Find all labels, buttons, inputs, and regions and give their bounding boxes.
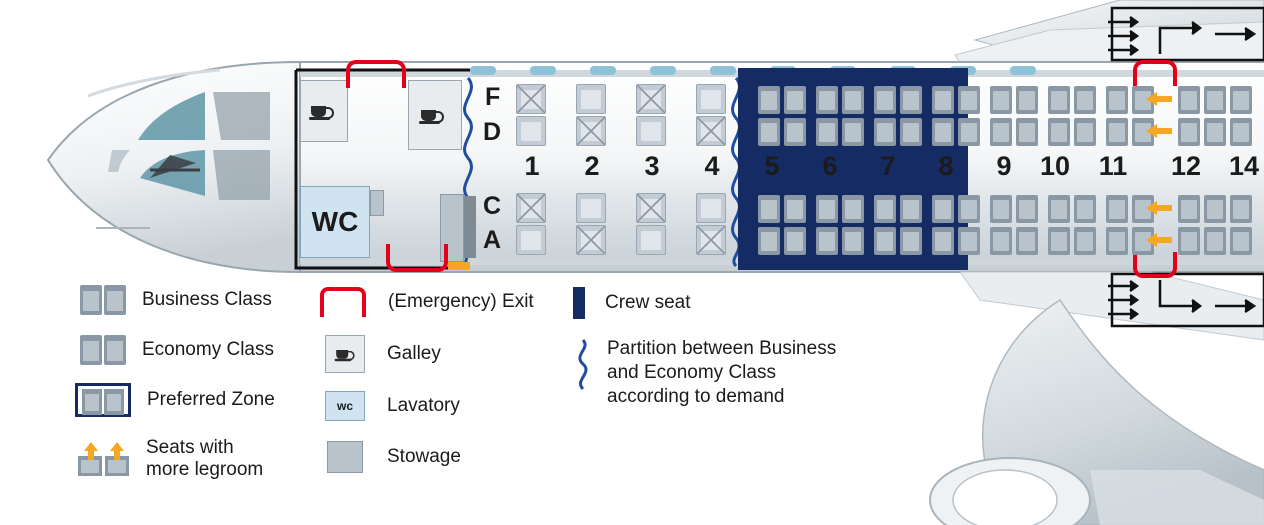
seat-2A[interactable] <box>576 225 606 255</box>
seat-8AA[interactable] <box>958 227 980 255</box>
seat-5B[interactable] <box>784 195 806 223</box>
seat-5DD[interactable] <box>784 118 806 146</box>
seat-8DD[interactable] <box>958 118 980 146</box>
row-number-3[interactable]: 3 <box>644 151 660 181</box>
seat-9A[interactable] <box>990 227 1012 255</box>
seat-8B[interactable] <box>958 195 980 223</box>
seat-5AA[interactable] <box>784 227 806 255</box>
seat-7D[interactable] <box>874 118 896 146</box>
seat-9B[interactable] <box>1016 195 1038 223</box>
lavatory-icon: wc <box>325 391 365 421</box>
legend-label-business-class: Business Class <box>142 288 272 310</box>
row-number-6[interactable]: 6 <box>822 151 838 181</box>
seat-12DD[interactable] <box>1204 118 1226 146</box>
legend-label-partition-line3: according to demand <box>607 385 785 407</box>
seat-9E[interactable] <box>1016 86 1038 114</box>
seat-8A[interactable] <box>932 227 954 255</box>
row-number-4[interactable]: 4 <box>704 151 720 181</box>
seat-7F[interactable] <box>874 86 896 114</box>
galley-icon <box>311 103 333 119</box>
seat-6DD[interactable] <box>842 118 864 146</box>
legend-item-partition <box>567 337 836 408</box>
legend-item-business-class <box>80 285 272 315</box>
seat-9F[interactable] <box>990 86 1012 114</box>
legend-label-galley: Galley <box>387 342 441 364</box>
row-letter-F: F <box>485 83 501 111</box>
seat-14C[interactable] <box>1230 195 1252 223</box>
seat-1F[interactable] <box>516 84 546 114</box>
galley-forward-2[interactable] <box>408 80 462 150</box>
legend-item-stowage <box>327 441 461 473</box>
legroom-seat-icon <box>78 442 130 476</box>
seat-11C[interactable] <box>1106 195 1128 223</box>
seat-14D[interactable] <box>1230 118 1252 146</box>
seat-3A[interactable] <box>636 225 666 255</box>
seat-12F[interactable] <box>1178 86 1200 114</box>
legend-item-lavatory <box>325 391 460 421</box>
seat-14F[interactable] <box>1230 86 1252 114</box>
seat-9AA[interactable] <box>1016 227 1038 255</box>
seat-4C[interactable] <box>696 193 726 223</box>
legend-item-preferred-zone <box>75 383 275 417</box>
seat-6C[interactable] <box>816 195 838 223</box>
seat-7B[interactable] <box>900 195 922 223</box>
economy-seat-icon <box>80 335 126 365</box>
seat-5E[interactable] <box>784 86 806 114</box>
legend-label-partition-line1: Partition between Business <box>607 338 837 359</box>
seat-12C[interactable] <box>1178 195 1200 223</box>
cabin-layout <box>290 66 1264 271</box>
seat-4D[interactable] <box>696 116 726 146</box>
row-number-10[interactable]: 10 <box>1039 151 1071 181</box>
seat-7E[interactable] <box>900 86 922 114</box>
seat-6B[interactable] <box>842 195 864 223</box>
seat-7C[interactable] <box>874 195 896 223</box>
seat-8C[interactable] <box>932 195 954 223</box>
seat-14A[interactable] <box>1230 227 1252 255</box>
seat-3C[interactable] <box>636 193 666 223</box>
row-number-5[interactable]: 5 <box>764 151 780 181</box>
seat-8E[interactable] <box>958 86 980 114</box>
legroom-stem-12-upper-1 <box>1156 96 1172 102</box>
seat-11D[interactable] <box>1106 118 1128 146</box>
seat-10A[interactable] <box>1048 227 1070 255</box>
seat-12B[interactable] <box>1204 195 1226 223</box>
row-number-11[interactable]: 11 <box>1098 151 1128 181</box>
legend-label-crew-seat: Crew seat <box>605 291 691 313</box>
legend-item-more-legroom <box>78 437 263 482</box>
seat-12E[interactable] <box>1204 86 1226 114</box>
row-number-1[interactable]: 1 <box>524 151 540 181</box>
seat-6AA[interactable] <box>842 227 864 255</box>
seat-10AA[interactable] <box>1074 227 1096 255</box>
legend-item-galley <box>325 335 441 373</box>
seat-3F[interactable] <box>636 84 666 114</box>
exit-aft-left <box>1133 60 1177 86</box>
row-number-8[interactable]: 8 <box>938 151 954 181</box>
stowage-icon <box>327 441 363 473</box>
business-seat-icon <box>80 285 126 315</box>
seat-5C[interactable] <box>758 195 780 223</box>
legroom-stem-12-lower-1 <box>1156 205 1172 211</box>
seat-8D[interactable] <box>932 118 954 146</box>
legend-item-emergency-exit <box>320 287 534 317</box>
row-number-2[interactable]: 2 <box>584 151 600 181</box>
legend-label-lavatory: Lavatory <box>387 394 460 416</box>
row-number-14[interactable]: 14 <box>1228 151 1260 181</box>
legend-label-economy-class: Economy Class <box>142 338 274 360</box>
partition-icon <box>567 337 593 393</box>
row-number-7[interactable]: 7 <box>880 151 896 181</box>
seat-1C[interactable] <box>516 193 546 223</box>
seat-10B[interactable] <box>1074 195 1096 223</box>
row-letter-A: A <box>483 226 502 254</box>
legend-item-crew-seat <box>573 287 691 319</box>
seat-6A[interactable] <box>816 227 838 255</box>
seat-3D[interactable] <box>636 116 666 146</box>
seat-1A[interactable] <box>516 225 546 255</box>
seat-7DD[interactable] <box>900 118 922 146</box>
legend-label-more-legroom-line1: Seats with <box>146 437 234 458</box>
seat-10DD[interactable] <box>1074 118 1096 146</box>
seat-5A[interactable] <box>758 227 780 255</box>
seat-9DD[interactable] <box>1016 118 1038 146</box>
seat-12D[interactable] <box>1178 118 1200 146</box>
galley-forward-1[interactable] <box>300 80 348 142</box>
preferred-zone-icon <box>75 383 131 417</box>
legend-label-emergency-exit: (Emergency) Exit <box>388 290 534 312</box>
exit-forward-left <box>346 60 406 88</box>
seat-10C[interactable] <box>1048 195 1070 223</box>
seat-4A[interactable] <box>696 225 726 255</box>
seat-1D[interactable] <box>516 116 546 146</box>
exit-forward-right <box>386 244 448 272</box>
seat-10F[interactable] <box>1048 86 1070 114</box>
seat-10D[interactable] <box>1048 118 1070 146</box>
seat-2D[interactable] <box>576 116 606 146</box>
seat-5D[interactable] <box>758 118 780 146</box>
legend-label-more-legroom <box>146 437 263 482</box>
seat-11A[interactable] <box>1106 227 1128 255</box>
legroom-stem-12-upper-2 <box>1156 128 1172 134</box>
row-number-12[interactable]: 12 <box>1170 151 1202 181</box>
seat-10E[interactable] <box>1074 86 1096 114</box>
exit-icon <box>320 287 366 317</box>
seat-8F[interactable] <box>932 86 954 114</box>
legend-label-preferred-zone: Preferred Zone <box>147 388 275 410</box>
seat-7AA[interactable] <box>900 227 922 255</box>
legend-item-economy-class <box>80 335 274 365</box>
seat-4F[interactable] <box>696 84 726 114</box>
crew-seat-icon <box>573 287 585 319</box>
seat-9C[interactable] <box>990 195 1012 223</box>
galley-icon <box>325 335 365 373</box>
row-letter-C: C <box>483 192 502 220</box>
legend-label-stowage: Stowage <box>387 445 461 467</box>
seat-5F[interactable] <box>758 86 780 114</box>
row-letter-D: D <box>483 118 502 146</box>
seat-6E[interactable] <box>842 86 864 114</box>
seat-9D[interactable] <box>990 118 1012 146</box>
seat-2F[interactable] <box>576 84 606 114</box>
exit-aft-right <box>1133 252 1177 278</box>
galley-icon <box>421 107 443 123</box>
row-number-9[interactable]: 9 <box>996 151 1012 181</box>
seat-6D[interactable] <box>816 118 838 146</box>
seat-7A[interactable] <box>874 227 896 255</box>
seat-6F[interactable] <box>816 86 838 114</box>
lavatory[interactable]: WC <box>300 186 370 258</box>
legend-label-partition-line2: and Economy Class <box>607 361 776 383</box>
legroom-stem-12-lower-2 <box>1156 237 1172 243</box>
seat-12A[interactable] <box>1178 227 1200 255</box>
stowage-forward <box>370 190 384 216</box>
seat-11F[interactable] <box>1106 86 1128 114</box>
seat-2C[interactable] <box>576 193 606 223</box>
seat-12AA[interactable] <box>1204 227 1226 255</box>
legend-label-partition <box>607 337 836 408</box>
legend-label-more-legroom-line2: more legroom <box>146 459 264 481</box>
